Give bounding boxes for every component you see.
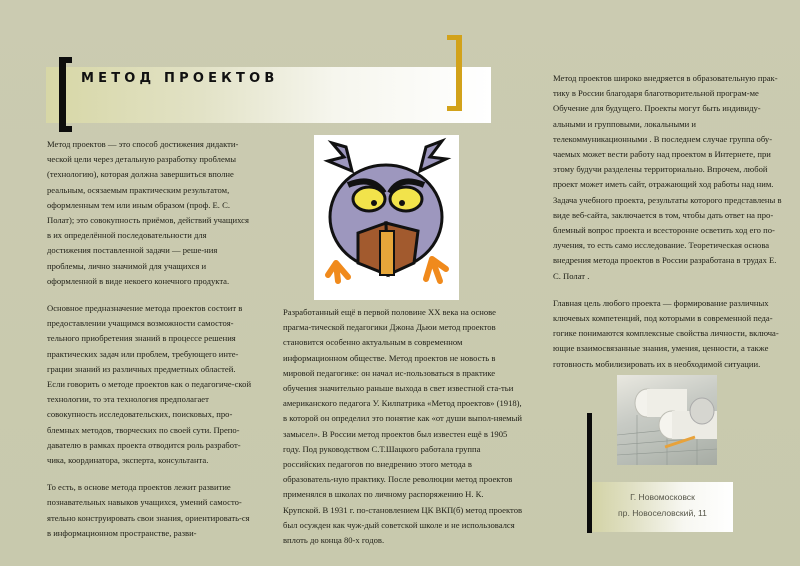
- owl-reading-icon: [314, 135, 459, 300]
- page-title: МЕТОД ПРОЕКТОВ: [81, 71, 279, 86]
- middle-column: [283, 305, 523, 560]
- paragraph: Метод проектов — это способ достижения дидакти-ческой цели через детальную разработку проблемы (технологию), которая должна завершиться вполне реальным, осязаемым практическим результатом, оформленным тем или иным образом (проф. Е. С. Полат); это совокупность приёмов, действий учащихся в их определённой последовательности для достижения поставленной задачи — реше-ния проблемы, лично значимой для учащихся и оформленной в виде некоего конечного продукта.: [47, 139, 249, 286]
- paragraph: Основное предназначение метода проектов состоит в предоставлении учащимся возможности самостоя-тельного приобретения знаний в процессе решения практических задач или проблем, требующего инте-грации знаний из различных предметных областей. Если говорить о методе проектов как о педагогиче-ской технологии, то эта технология предполагает совокупность исследовательских, поисковых, про-блемных методов, творческих по своей сути. Препо-давателю в рамках проекта отводится роль разработ-чика, координатора, эксперта, консультанта.: [47, 303, 252, 466]
- right-column: [553, 71, 785, 384]
- right-bracket-decoration: [447, 35, 462, 111]
- left-column: [47, 137, 252, 553]
- paragraph: Главная цель любого проекта — формирование различных ключевых компетенций, под которыми в современной педа-гогике понимаются комплексные свойства личности, включа-ющие взаимосвязанные знания, умения, ценности, а также готовность мобилизировать их в необходимой ситуации.: [553, 297, 779, 369]
- paragraph: Разработанный ещё в первой половине XX века на основе прагма-тической педагогики Джона Дьюи метод проектов становится особенно актуальным в современном информационном обществе. Метод проектов не новость в мировой педагогике: он начал ис-пользоваться в практике обучения значительно раньше выхода в свет известной ста-тьи американского педагога У. Килпатрика «Метод проектов» (1918), в которой он определил это понятие как «от души выпол-няемый замысел». В России метод проектов был известен ещё в 1905 году. Под руководством С.Т.Шацкого работала группа российских педагогов по внедрению этого метода в образователь-ную практику. После революции метод проектов применялся в школах по личному распоряжению Н. К. Крупской. В 1931 г. по-становлением ЦК ВКП(б) метод проектов был осужден как чуж-дый советской школе и не использовался вплоть до конца 80-х годов.: [283, 307, 523, 546]
- address-box: [592, 482, 733, 532]
- owl-illustration: [314, 135, 459, 300]
- blueprint-rolls-icon: [617, 375, 717, 465]
- paragraph: То есть, в основе метода проектов лежит развитие познавательных навыков учащихся, умений самосто-ятельно конструировать свои знания, ориентировать-ся в информационном пространстве, разви-: [47, 482, 250, 538]
- address-street: пр. Новоселовский, 11: [618, 508, 707, 518]
- left-bracket-decoration: [59, 57, 72, 132]
- blueprints-photo: [617, 375, 717, 465]
- paragraph: Метод проектов широко внедряется в образовательную прак-тику в России благодаря благотворительной програм-ме Обучение для будущего. Проекты могут быть индивиду-альными и групповыми, локальными и телекоммуникационными . В последнем случае группа обу-чаемых может вести работу над проектом в Интернете, при этому будучи разделены территориально. Впрочем, любой проект может иметь сайт, отражающий ход работы над ним. Задача учебного проекта, результаты которого представлены в виде веб-сайта, заключается в том, чтобы дать ответ на про-блемный вопрос проекта и всесторонне осветить ход его по-лучения, то есть само исследование. Теоретическая основа внедрения метода проектов в России разработана в трудах Е. С. Полат .: [553, 73, 782, 281]
- address-city: Г. Новомосковск: [630, 492, 695, 502]
